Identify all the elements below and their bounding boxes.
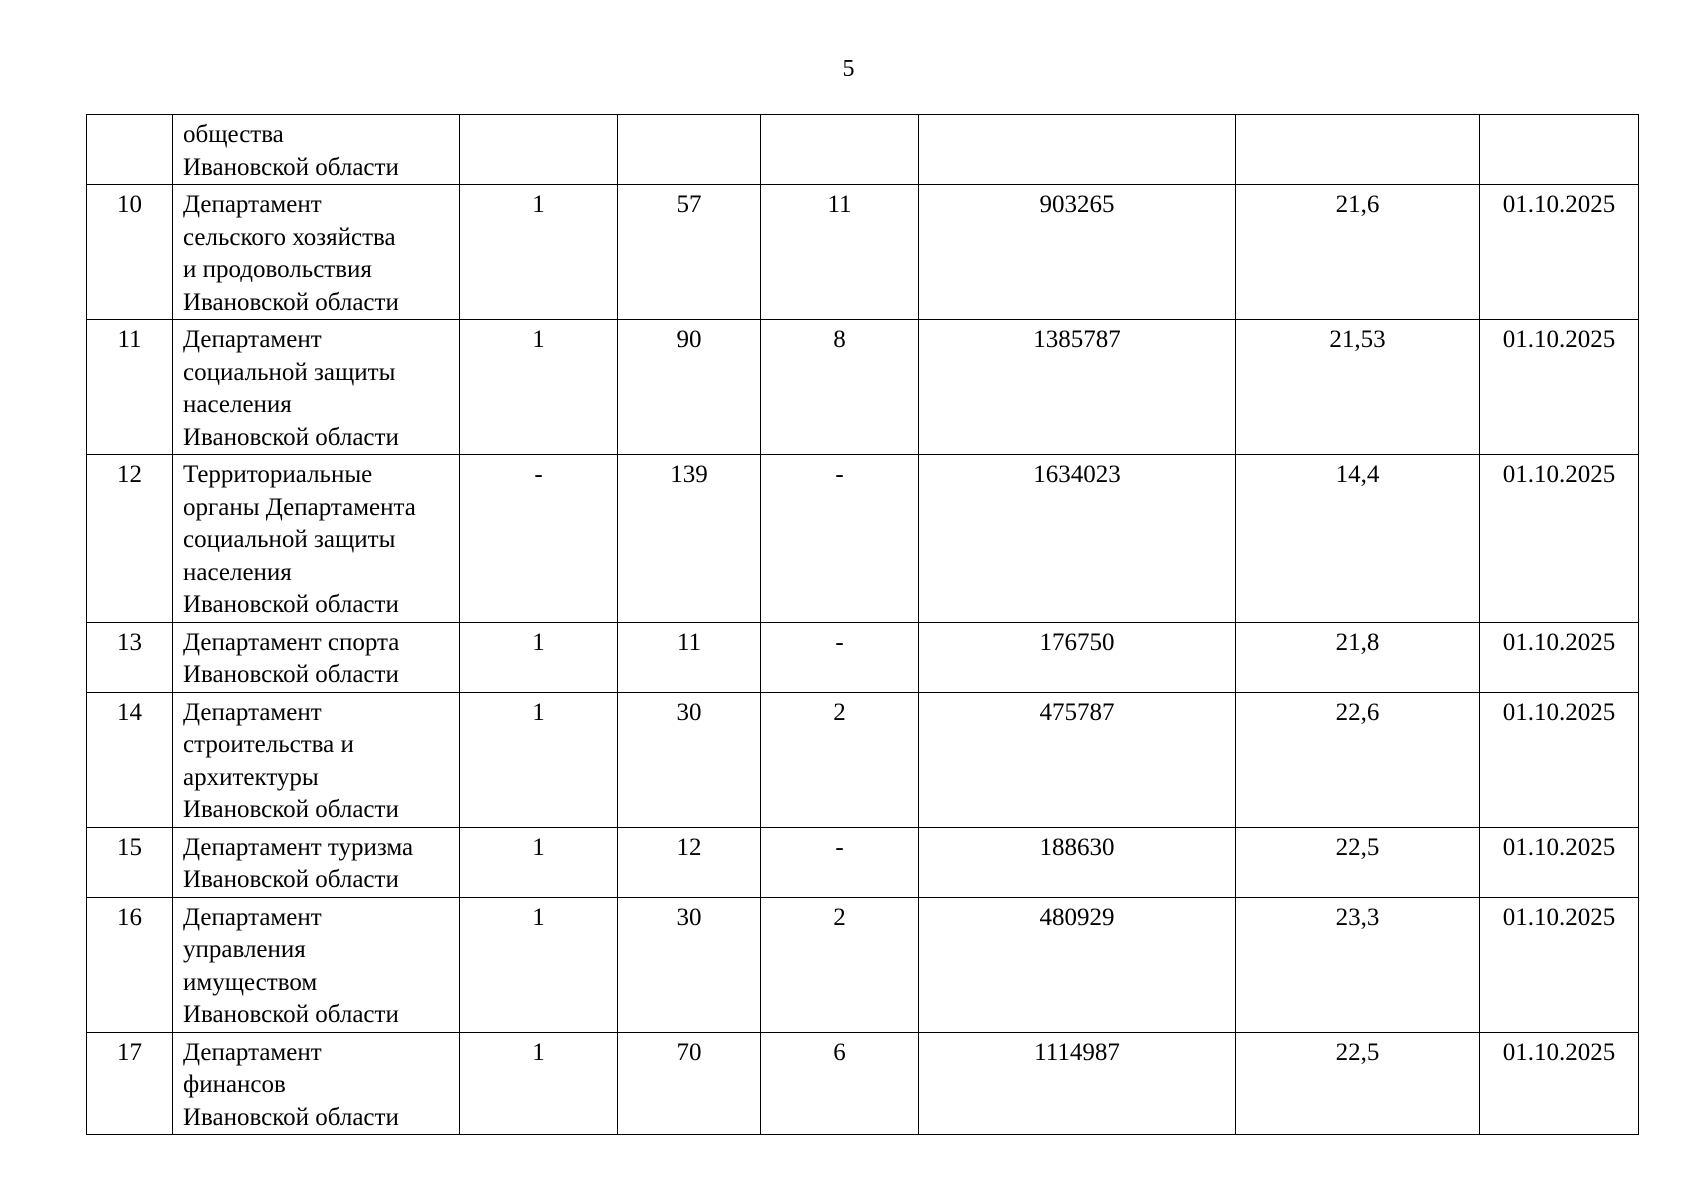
value-cell-2: 12 — [618, 827, 761, 897]
value-cell-1: 1 — [460, 320, 618, 455]
department-name-cell: Департамент туризма Ивановской области — [173, 827, 460, 897]
amount-cell: 1114987 — [919, 1032, 1236, 1135]
table-row — [87, 897, 1639, 1032]
value-cell-3 — [761, 115, 919, 185]
row-number-cell: 13 — [87, 622, 173, 692]
date-cell: 01.10.2025 — [1480, 622, 1639, 692]
amount-cell: 1634023 — [919, 455, 1236, 623]
date-cell: 01.10.2025 — [1480, 897, 1639, 1032]
row-number-cell: 15 — [87, 827, 173, 897]
amount-cell: 1385787 — [919, 320, 1236, 455]
value-cell-2: 11 — [618, 622, 761, 692]
department-name-cell: Департамент социальной защиты населения Ивановской области — [173, 320, 460, 455]
percent-cell: 22,5 — [1236, 827, 1480, 897]
amount-cell: 188630 — [919, 827, 1236, 897]
data-table — [86, 114, 1639, 1135]
percent-cell: 21,6 — [1236, 185, 1480, 320]
department-name-cell: Департамент управления имуществом Ивановской области — [173, 897, 460, 1032]
value-cell-1: 1 — [460, 827, 618, 897]
value-cell-2: 30 — [618, 692, 761, 827]
date-cell: 01.10.2025 — [1480, 185, 1639, 320]
amount-cell: 480929 — [919, 897, 1236, 1032]
date-cell: 01.10.2025 — [1480, 692, 1639, 827]
table-row — [87, 827, 1639, 897]
date-cell: 01.10.2025 — [1480, 455, 1639, 623]
percent-cell: 21,53 — [1236, 320, 1480, 455]
percent-cell — [1236, 115, 1480, 185]
amount-cell — [919, 115, 1236, 185]
department-name-cell: Департамент спорта Ивановской области — [173, 622, 460, 692]
value-cell-3: 2 — [761, 692, 919, 827]
value-cell-3: 2 — [761, 897, 919, 1032]
percent-cell: 22,5 — [1236, 1032, 1480, 1135]
department-name-cell: Территориальные органы Департамента социальной защиты населения Ивановской области — [173, 455, 460, 623]
value-cell-3: 8 — [761, 320, 919, 455]
row-number-cell: 10 — [87, 185, 173, 320]
table-row — [87, 1032, 1639, 1135]
department-name-cell: общества Ивановской области — [173, 115, 460, 185]
amount-cell: 903265 — [919, 185, 1236, 320]
value-cell-1: 1 — [460, 897, 618, 1032]
department-name-cell: Департамент сельского хозяйства и продовольствия Ивановской области — [173, 185, 460, 320]
row-number-cell: 17 — [87, 1032, 173, 1135]
value-cell-1: 1 — [460, 692, 618, 827]
date-cell: 01.10.2025 — [1480, 1032, 1639, 1135]
amount-cell: 475787 — [919, 692, 1236, 827]
date-cell — [1480, 115, 1639, 185]
value-cell-1 — [460, 115, 618, 185]
row-number-cell: 12 — [87, 455, 173, 623]
date-cell: 01.10.2025 — [1480, 827, 1639, 897]
value-cell-2: 57 — [618, 185, 761, 320]
table-row — [87, 455, 1639, 623]
table-row — [87, 115, 1639, 185]
percent-cell: 22,6 — [1236, 692, 1480, 827]
value-cell-3: - — [761, 827, 919, 897]
table-row — [87, 692, 1639, 827]
row-number-cell: 14 — [87, 692, 173, 827]
value-cell-3: - — [761, 622, 919, 692]
value-cell-3: - — [761, 455, 919, 623]
row-number-cell: 16 — [87, 897, 173, 1032]
value-cell-2: 90 — [618, 320, 761, 455]
value-cell-2: 139 — [618, 455, 761, 623]
department-name-cell: Департамент строительства и архитектуры Ивановской области — [173, 692, 460, 827]
department-name-cell: Департамент финансов Ивановской области — [173, 1032, 460, 1135]
value-cell-2 — [618, 115, 761, 185]
percent-cell: 21,8 — [1236, 622, 1480, 692]
table-row — [87, 185, 1639, 320]
row-number-cell: 11 — [87, 320, 173, 455]
table-row — [87, 622, 1639, 692]
value-cell-3: 6 — [761, 1032, 919, 1135]
percent-cell: 14,4 — [1236, 455, 1480, 623]
table-row — [87, 320, 1639, 455]
value-cell-1: 1 — [460, 185, 618, 320]
value-cell-1: - — [460, 455, 618, 623]
date-cell: 01.10.2025 — [1480, 320, 1639, 455]
value-cell-1: 1 — [460, 622, 618, 692]
value-cell-2: 70 — [618, 1032, 761, 1135]
row-number-cell — [87, 115, 173, 185]
value-cell-1: 1 — [460, 1032, 618, 1135]
percent-cell: 23,3 — [1236, 897, 1480, 1032]
value-cell-3: 11 — [761, 185, 919, 320]
page-number: 5 — [842, 56, 855, 82]
amount-cell: 176750 — [919, 622, 1236, 692]
value-cell-2: 30 — [618, 897, 761, 1032]
